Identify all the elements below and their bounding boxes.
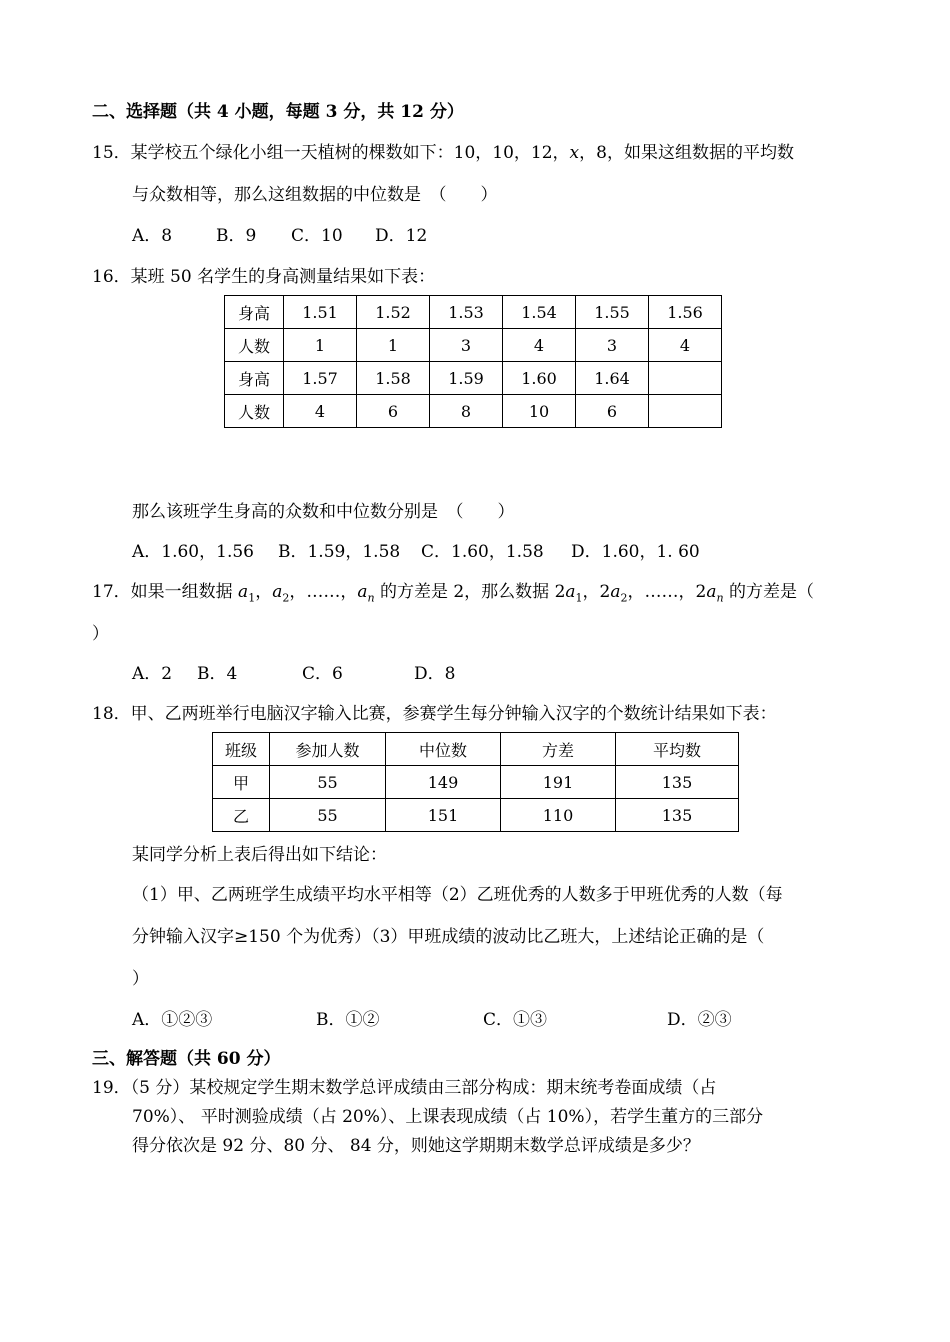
table-cell: 1.57 xyxy=(284,362,357,395)
q16-question: 那么该班学生身高的众数和中位数分别是 （ ） xyxy=(132,502,515,522)
section-3-title: 三、解答题（共 60 分） xyxy=(92,1049,281,1069)
table-cell: 110 xyxy=(501,799,616,832)
table-cell: 人数 xyxy=(225,395,284,428)
q17-option-a[interactable]: A．2 xyxy=(132,664,173,684)
q15-line1: 15．某学校五个绿化小组一天植树的棵数如下：10，10，12，x，8，如果这组数据的平均数 xyxy=(92,143,794,163)
q19-line2: 70%）、 平时测验成绩（占 20%）、上课表现成绩（占 10%），若学生董方的三部分 xyxy=(132,1107,764,1127)
section-2-title: 二、选择题（共 4 小题，每题 3 分，共 12 分） xyxy=(92,102,464,122)
q16-option-b[interactable]: B．1.59，1.58 xyxy=(278,542,401,562)
table-cell: 149 xyxy=(386,766,501,799)
typing-table xyxy=(212,732,739,832)
table-cell: 身高 xyxy=(225,362,284,395)
table-cell: 1.52 xyxy=(357,296,430,329)
table-cell: 人数 xyxy=(225,329,284,362)
table-cell: 10 xyxy=(503,395,576,428)
table-cell: 4 xyxy=(503,329,576,362)
table-row xyxy=(213,733,739,766)
table-cell: 135 xyxy=(616,766,739,799)
table-cell: 6 xyxy=(576,395,649,428)
table-cell: 1.58 xyxy=(357,362,430,395)
q15-option-b[interactable]: B．9 xyxy=(216,226,257,246)
q18-line4: ） xyxy=(132,969,149,989)
table-cell: 4 xyxy=(649,329,722,362)
table-cell: 6 xyxy=(357,395,430,428)
q18-stem: 18．甲、乙两班举行电脑汉字输入比赛，参赛学生每分钟输入汉字的个数统计结果如下表： xyxy=(92,704,777,724)
q15-option-d[interactable]: D．12 xyxy=(375,226,428,246)
table-row xyxy=(213,799,739,832)
table-cell: 151 xyxy=(386,799,501,832)
q18-option-a[interactable]: A．①②③ xyxy=(132,1010,213,1030)
table-cell: 3 xyxy=(430,329,503,362)
table-cell: 中位数 xyxy=(386,733,501,766)
table-cell: 参加人数 xyxy=(270,733,386,766)
table-cell: 1 xyxy=(284,329,357,362)
table-cell: 平均数 xyxy=(616,733,739,766)
table-row xyxy=(213,766,739,799)
table-row xyxy=(225,296,722,329)
table-cell: 1.59 xyxy=(430,362,503,395)
q18-line2: （1）甲、乙两班学生成绩平均水平相等（2）乙班优秀的人数多于甲班优秀的人数（每 xyxy=(132,885,783,905)
table-cell: 方差 xyxy=(501,733,616,766)
q18-option-d[interactable]: D．②③ xyxy=(667,1010,732,1030)
q17-option-d[interactable]: D．8 xyxy=(414,664,456,684)
table-cell: 班级 xyxy=(213,733,270,766)
table-cell: 3 xyxy=(576,329,649,362)
table-cell: 1.54 xyxy=(503,296,576,329)
q16-option-a[interactable]: A．1.60，1.56 xyxy=(132,542,254,562)
table-cell: 1.55 xyxy=(576,296,649,329)
q19-line1: 19．（5 分）某校规定学生期末数学总评成绩由三部分构成：期末统考卷面成绩（占 xyxy=(92,1078,717,1098)
table-row xyxy=(225,329,722,362)
q16-stem: 16．某班 50 名学生的身高测量结果如下表： xyxy=(92,267,436,287)
q16-option-c[interactable]: C．1.60，1.58 xyxy=(421,542,544,562)
q17-option-c[interactable]: C．6 xyxy=(302,664,343,684)
q16-option-d[interactable]: D．1.60，1. 60 xyxy=(571,542,700,562)
table-cell: 191 xyxy=(501,766,616,799)
table-cell: 1.56 xyxy=(649,296,722,329)
q15-option-c[interactable]: C．10 xyxy=(291,226,343,246)
table-cell: 1 xyxy=(357,329,430,362)
q17-option-b[interactable]: B．4 xyxy=(197,664,238,684)
q17-line2: ） xyxy=(92,624,109,644)
table-cell: 135 xyxy=(616,799,739,832)
table-cell: 8 xyxy=(430,395,503,428)
table-cell: 55 xyxy=(270,766,386,799)
table-cell: 55 xyxy=(270,799,386,832)
table-cell xyxy=(649,362,722,395)
q19-line3: 得分依次是 92 分、80 分、 84 分，则她这学期期末数学总评成绩是多少？ xyxy=(132,1136,700,1156)
table-cell: 甲 xyxy=(213,766,270,799)
q15-option-a[interactable]: A．8 xyxy=(132,226,173,246)
height-table xyxy=(224,295,722,428)
table-cell: 乙 xyxy=(213,799,270,832)
table-cell: 1.53 xyxy=(430,296,503,329)
q17-line1: 17．如果一组数据 $a_1$，$a_2$，……，$a_n$ 的方差是 2，那么数据 $2a_1$，$2a_2$，……，$2a_n$ 的方差是（ xyxy=(92,582,814,605)
table-row xyxy=(225,395,722,428)
q18-option-c[interactable]: C．①③ xyxy=(483,1010,548,1030)
table-cell xyxy=(649,395,722,428)
table-cell: 1.60 xyxy=(503,362,576,395)
table-cell: 1.64 xyxy=(576,362,649,395)
q15-line2: 与众数相等，那么这组数据的中位数是 （ ） xyxy=(132,185,498,205)
table-row xyxy=(225,362,722,395)
q18-line1: 某同学分析上表后得出如下结论： xyxy=(132,845,387,865)
table-cell: 4 xyxy=(284,395,357,428)
table-cell: 身高 xyxy=(225,296,284,329)
table-cell: 1.51 xyxy=(284,296,357,329)
q18-line3: 分钟输入汉字≥150 个为优秀）（3）甲班成绩的波动比乙班大，上述结论正确的是（ xyxy=(132,927,765,947)
q18-option-b[interactable]: B．①② xyxy=(316,1010,380,1030)
